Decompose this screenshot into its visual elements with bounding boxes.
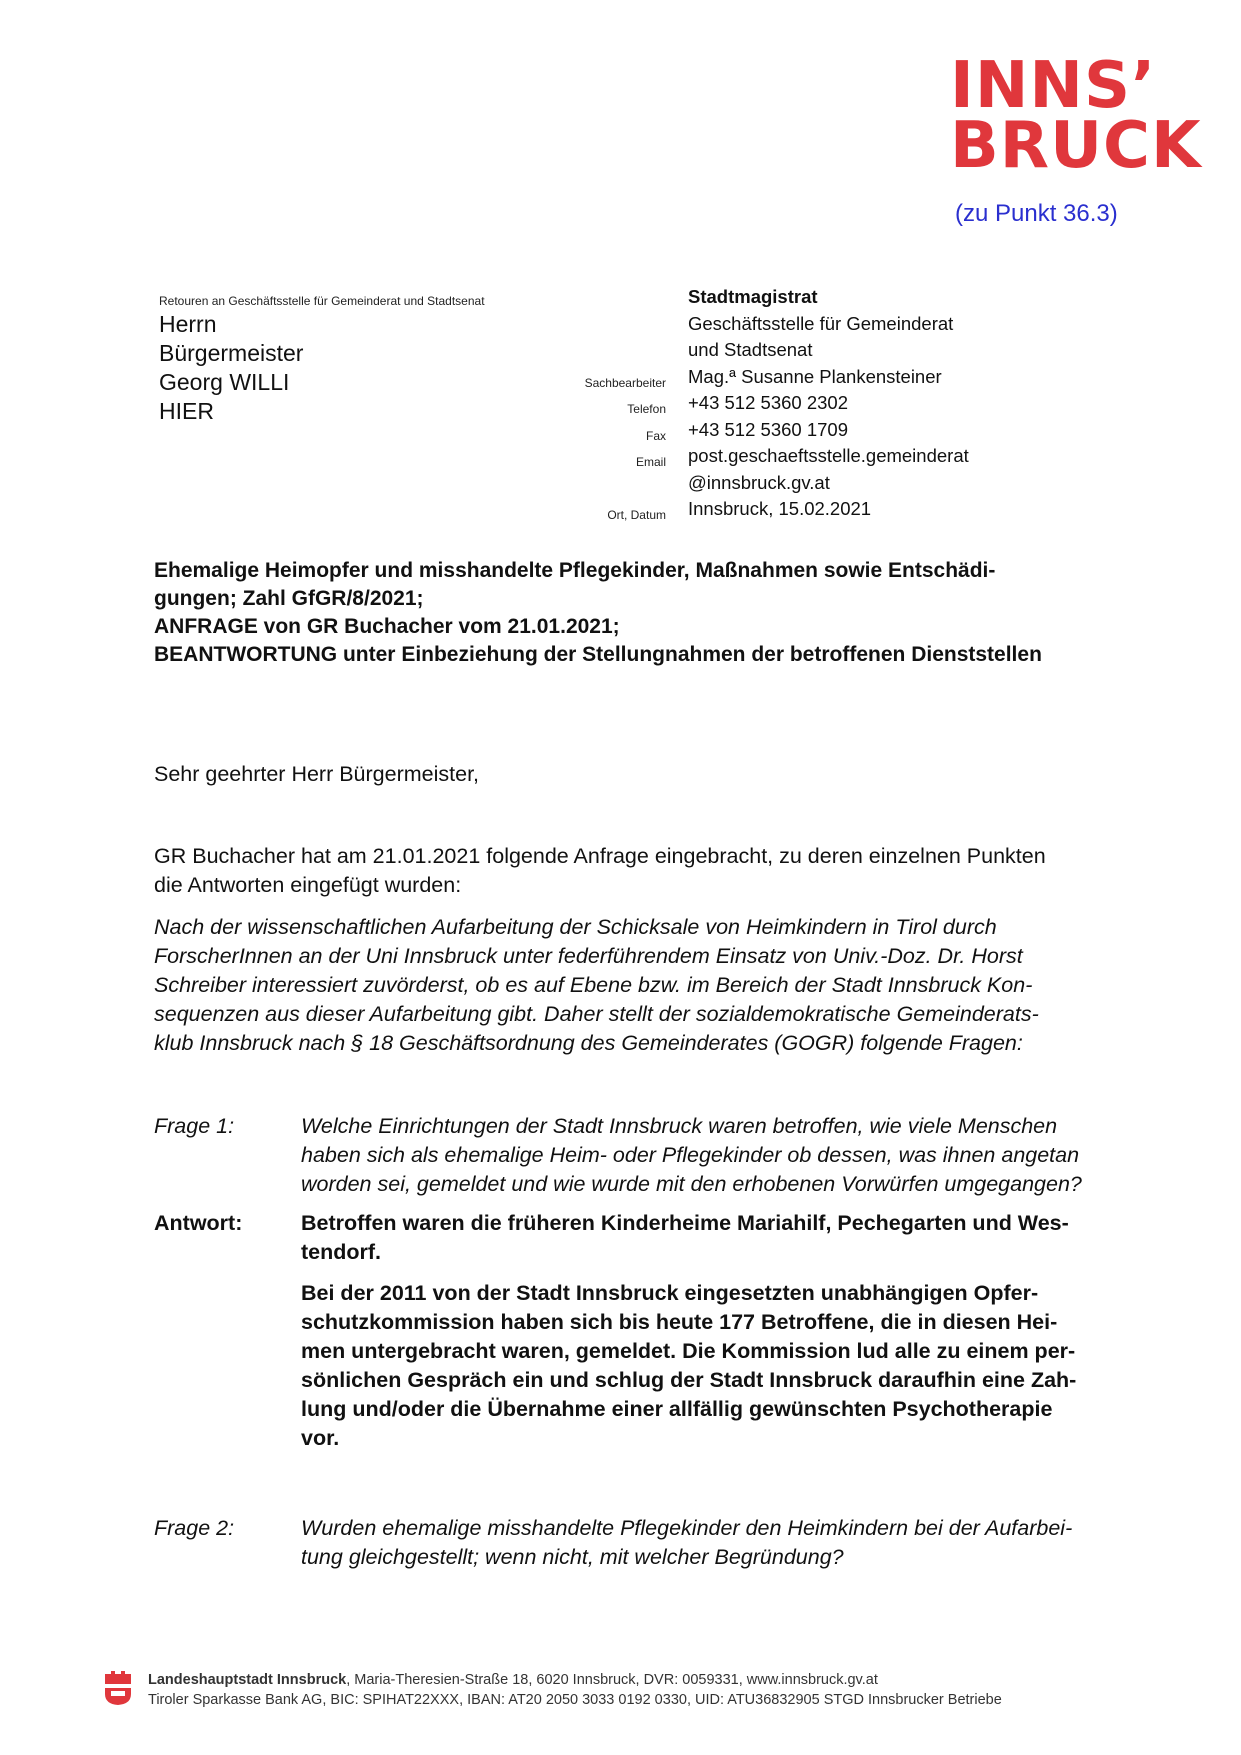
answer-line: lung und/oder die Übernahme einer allfällig gewünschten Psychotherapie [301,1397,1053,1421]
subject-line: ANFRAGE von GR Buchacher vom 21.01.2021; [154,615,620,638]
question-2 [154,1514,1144,1574]
subject-block [154,557,1134,669]
question-line: Welche Einrichtungen der Stadt Innsbruck waren betroffen, wie viele Menschen [301,1114,1058,1138]
footer-lead: Landeshauptstadt Innsbruck [148,1672,347,1688]
answer-text [301,1209,1141,1453]
request-line: Schreiber interessiert zuvörderst, ob es auf Ebene bzw. im Bereich der Stadt Innsbruck Kon- [154,973,1033,997]
fax-number: +43 512 5360 1709 [688,418,848,440]
answer-line: men untergebracht waren, gemeldet. Die Kommission lud alle zu einem per- [301,1339,1076,1363]
answer-line: Bei der 2011 von der Stadt Innsbruck eingesetzten unabhängigen Opfer- [301,1281,1039,1305]
city-emblem-icon [103,1670,133,1706]
request-line: Nach der wissenschaftlichen Aufarbeitung der Schicksale von Heimkindern in Tirol durch [154,915,997,939]
answer-1 [154,1209,1144,1459]
answer-line: sönlichen Gespräch ein und schlug der Stadt Innsbruck daraufhin eine Zah- [301,1368,1077,1392]
subject-line: gungen; Zahl GfGR/8/2021; [154,587,424,610]
sender-labels [520,290,666,529]
sender-block [688,284,969,523]
date-label: Ort, Datum [607,508,666,522]
request-line: klub Innsbruck nach § 18 Geschäftsordnung des Gemeinderates (GOGR) folgende Fragen: [154,1031,1023,1055]
recipient-address [159,310,303,426]
answer-label: Antwort: [154,1211,243,1235]
request-line: ForscherInnen an der Uni Innsbruck unter federführendem Einsatz von Univ.-Doz. Dr. Horst [154,944,1023,968]
innsbruck-logo [950,49,1202,183]
email-address: @innsbruck.gv.at [688,471,830,493]
clerk-name: Mag.ª Susanne Plankensteiner [688,365,942,387]
question-text [301,1514,1141,1572]
question-line: worden sei, gemeldet und wie wurde mit den erhobenen Vorwürfen umgegangen? [301,1172,1082,1196]
logo-line-2: BRUCK [950,109,1202,183]
fax-label: Fax [645,428,666,443]
request-paragraph [154,913,1144,1058]
question-line: haben sich als ehemalige Heim- oder Pflegekinder ob dessen, was ihnen angetan [301,1143,1080,1167]
logo-line-1: INNS’ [950,49,1157,123]
return-note: Retouren an Geschäftsstelle für Gemeinderat und Stadtsenat [159,294,485,308]
answer-line: tendorf. [301,1240,382,1264]
answer-line: schutzkommission haben sich bis heute 177 Betroffene, die in diesen Hei- [301,1310,1058,1334]
recipient-line: Georg WILLI [159,369,290,395]
footer-line-1 [148,1670,1002,1690]
footer-address: , Maria-Theresien-Straße 18, 6020 Innsbruck, DVR: 0059331, www.innsbruck.gv.at [346,1672,878,1688]
place-date: Innsbruck, 15.02.2021 [688,498,872,519]
answer-line: Betroffen waren die früheren Kinderheime Mariahilf, Pechegarten und Wes- [301,1211,1069,1235]
sender-dept: und Stadtsenat [688,339,813,360]
footer [148,1670,1002,1710]
question-line: Wurden ehemalige misshandelte Pflegekinder den Heimkindern bei der Aufarbei- [301,1516,1073,1540]
intro-line: GR Buchacher hat am 21.01.2021 folgende Anfrage eingebracht, zu deren einzelnen Punkten [154,844,1046,868]
question-label: Frage 2: [154,1516,235,1540]
recipient-line: HIER [159,398,214,424]
request-line: sequenzen aus dieser Aufarbeitung gibt. Daher stellt der sozialdemokratische Gemeinderats- [154,1002,1039,1026]
subject-line: BEANTWORTUNG unter Einbeziehung der Stellungnahmen der betroffenen Dienststellen [154,643,1042,666]
intro-line: die Antworten eingefügt wurden: [154,873,462,897]
email-address: post.geschaeftsstelle.gemeinderat [688,445,969,466]
intro-paragraph [154,842,1144,900]
question-text [301,1112,1141,1199]
phone-label: Telefon [627,402,666,416]
subject-line: Ehemalige Heimopfer und misshandelte Pflegekinder, Maßnahmen sowie Entschädi- [154,559,996,582]
answer-line: vor. [301,1426,340,1450]
agenda-reference: (zu Punkt 36.3) [955,200,1118,227]
phone-number: +43 512 5360 2302 [688,392,848,413]
email-label: Email [635,455,666,469]
question-1 [154,1112,1144,1202]
footer-line-2: Tiroler Sparkasse Bank AG, BIC: SPIHAT22XXX, IBAN: AT20 2050 3033 0192 0330, UID: ATU36832905 STGD Innsbrucker Betriebe [148,1692,1002,1708]
salutation: Sehr geehrter Herr Bürgermeister, [154,762,480,786]
clerk-label: Sachbearbeiter [584,375,666,390]
question-label: Frage 1: [154,1114,235,1138]
sender-dept: Geschäftsstelle für Gemeinderat [688,312,954,334]
question-line: tung gleichgestellt; wenn nicht, mit welcher Begründung? [301,1545,844,1569]
recipient-line: Herrn [159,311,217,337]
sender-office: Stadtmagistrat [688,286,818,307]
recipient-line: Bürgermeister [159,340,304,366]
